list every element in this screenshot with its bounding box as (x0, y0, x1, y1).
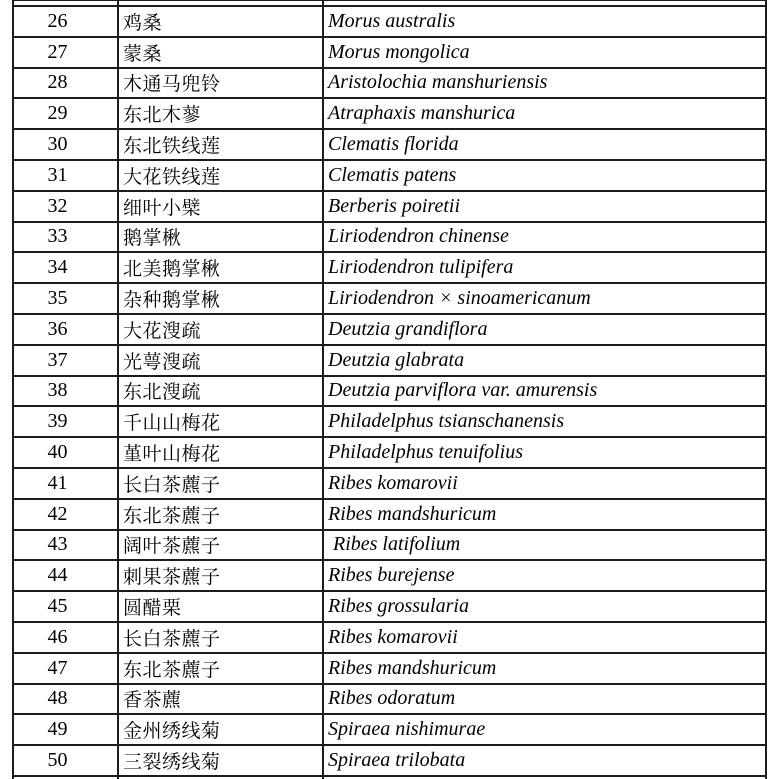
row-index-cell: 37 (47, 348, 68, 371)
latin-name-cell: Morus australis (322, 7, 769, 36)
chinese-name-cell (117, 1, 322, 5)
table-row (12, 161, 767, 192)
latin-name-cell: Ribes grossularia (322, 592, 769, 621)
latin-name-cell: Atraphaxis manshurica (322, 99, 769, 128)
chinese-name-cell: 光萼溲疏 (117, 346, 322, 375)
chinese-name-cell: 长白茶藨子 (117, 623, 322, 652)
row-index-cell: 33 (47, 225, 68, 248)
latin-name-cell: Deutzia parviflora var. amurensis (322, 377, 769, 406)
latin-name-cell: Spiraea nishimurae (322, 715, 769, 744)
table-row (12, 531, 767, 562)
table-row (12, 685, 767, 716)
chinese-name-cell: 大花溲疏 (117, 315, 322, 344)
table-row (12, 346, 767, 377)
latin-name-cell: Morus mongolica (322, 38, 769, 67)
latin-name-cell: Ribes mandshuricum (322, 654, 769, 683)
chinese-name-cell: 大花铁线莲 (117, 161, 322, 190)
chinese-name-cell: 东北铁线莲 (117, 130, 322, 159)
row-index-cell: 45 (47, 595, 68, 618)
chinese-name-cell: 圆醋栗 (117, 592, 322, 621)
row-index-cell: 40 (47, 441, 68, 464)
table-row (12, 377, 767, 408)
latin-name-cell: Berberis poiretii (322, 192, 769, 221)
latin-name-cell: Clematis florida (322, 130, 769, 159)
latin-name-cell: Ribes mandshuricum (322, 500, 769, 529)
row-index-cell: 26 (47, 9, 68, 32)
row-index-cell: 42 (47, 502, 68, 525)
table-row (12, 623, 767, 654)
row-index-cell: 39 (47, 410, 68, 433)
chinese-name-cell: 细叶小檗 (117, 192, 322, 221)
chinese-name-cell: 蒙桑 (117, 38, 322, 67)
row-index-cell: 27 (47, 40, 68, 63)
row-index-cell (14, 1, 117, 5)
species-table (12, 0, 767, 779)
chinese-name-cell: 东北溲疏 (117, 377, 322, 406)
latin-name-cell: Ribes komarovii (322, 469, 769, 498)
chinese-name-cell: 三裂绣线菊 (117, 746, 322, 775)
chinese-name-cell: 东北茶藨子 (117, 500, 322, 529)
latin-name-cell: Ribes burejense (322, 561, 769, 590)
table-row (12, 284, 767, 315)
row-index-cell: 50 (47, 749, 68, 772)
table-row (12, 715, 767, 746)
row-index-cell: 35 (47, 287, 68, 310)
row-index-cell: 44 (47, 564, 68, 587)
chinese-name-cell: 金州绣线菊 (117, 715, 322, 744)
row-index-cell: 43 (47, 533, 68, 556)
row-index-cell: 28 (47, 71, 68, 94)
latin-name-cell: Aristolochia manshuriensis (322, 69, 769, 98)
latin-name-cell: Liriodendron chinense (322, 223, 769, 252)
table-row (12, 223, 767, 254)
table-row (12, 69, 767, 100)
latin-name-cell: Ribes odoratum (322, 685, 769, 714)
chinese-name-cell: 鸡桑 (117, 7, 322, 36)
table-row (12, 438, 767, 469)
latin-name-cell: Clematis patens (322, 161, 769, 190)
chinese-name-cell: 千山山梅花 (117, 407, 322, 436)
chinese-name-cell: 香茶藨 (117, 685, 322, 714)
chinese-name-cell: 鹅掌楸 (117, 223, 322, 252)
latin-name-cell: Ribes komarovii (322, 623, 769, 652)
chinese-name-cell: 东北茶藨子 (117, 654, 322, 683)
row-index-cell: 29 (47, 102, 68, 125)
table-row (12, 38, 767, 69)
table-row (12, 253, 767, 284)
table-row (12, 7, 767, 38)
row-index-cell: 30 (47, 133, 68, 156)
chinese-name-cell: 长白茶藨子 (117, 469, 322, 498)
row-index-cell: 32 (47, 194, 68, 217)
chinese-name-cell: 阔叶茶藨子 (117, 531, 322, 560)
table-row (12, 469, 767, 500)
row-index-cell: 47 (47, 656, 68, 679)
latin-name-cell: Deutzia grandiflora (322, 315, 769, 344)
chinese-name-cell: 堇叶山梅花 (117, 438, 322, 467)
chinese-name-cell: 木通马兜铃 (117, 69, 322, 98)
latin-name-cell: Spiraea trilobata (322, 746, 769, 775)
chinese-name-cell: 杂种鹅掌楸 (117, 284, 322, 313)
table-row (12, 654, 767, 685)
table-row (12, 130, 767, 161)
row-index-cell: 41 (47, 471, 68, 494)
chinese-name-cell: 北美鹅掌楸 (117, 253, 322, 282)
latin-name-cell: Liriodendron tulipifera (322, 253, 769, 282)
latin-name-cell (322, 1, 769, 5)
table-row (12, 315, 767, 346)
latin-name-cell: Ribes latifolium (322, 531, 769, 560)
row-index-cell: 36 (47, 317, 68, 340)
table-row (12, 592, 767, 623)
table-body (12, 7, 767, 777)
latin-name-cell: Deutzia glabrata (322, 346, 769, 375)
table-row (12, 99, 767, 130)
row-index-cell: 49 (47, 718, 68, 741)
latin-name-cell: Liriodendron × sinoamericanum (322, 284, 769, 313)
partial-row-top (12, 0, 767, 7)
latin-name-cell: Philadelphus tenuifolius (322, 438, 769, 467)
chinese-name-cell: 东北木蓼 (117, 99, 322, 128)
table-row (12, 192, 767, 223)
row-index-cell: 48 (47, 687, 68, 710)
table-row (12, 407, 767, 438)
table-row (12, 746, 767, 777)
table-row (12, 500, 767, 531)
row-index-cell: 31 (47, 163, 68, 186)
table-row (12, 561, 767, 592)
row-index-cell: 34 (47, 256, 68, 279)
row-index-cell: 38 (47, 379, 68, 402)
chinese-name-cell: 刺果茶藨子 (117, 561, 322, 590)
latin-name-cell: Philadelphus tsianschanensis (322, 407, 769, 436)
row-index-cell: 46 (47, 625, 68, 648)
